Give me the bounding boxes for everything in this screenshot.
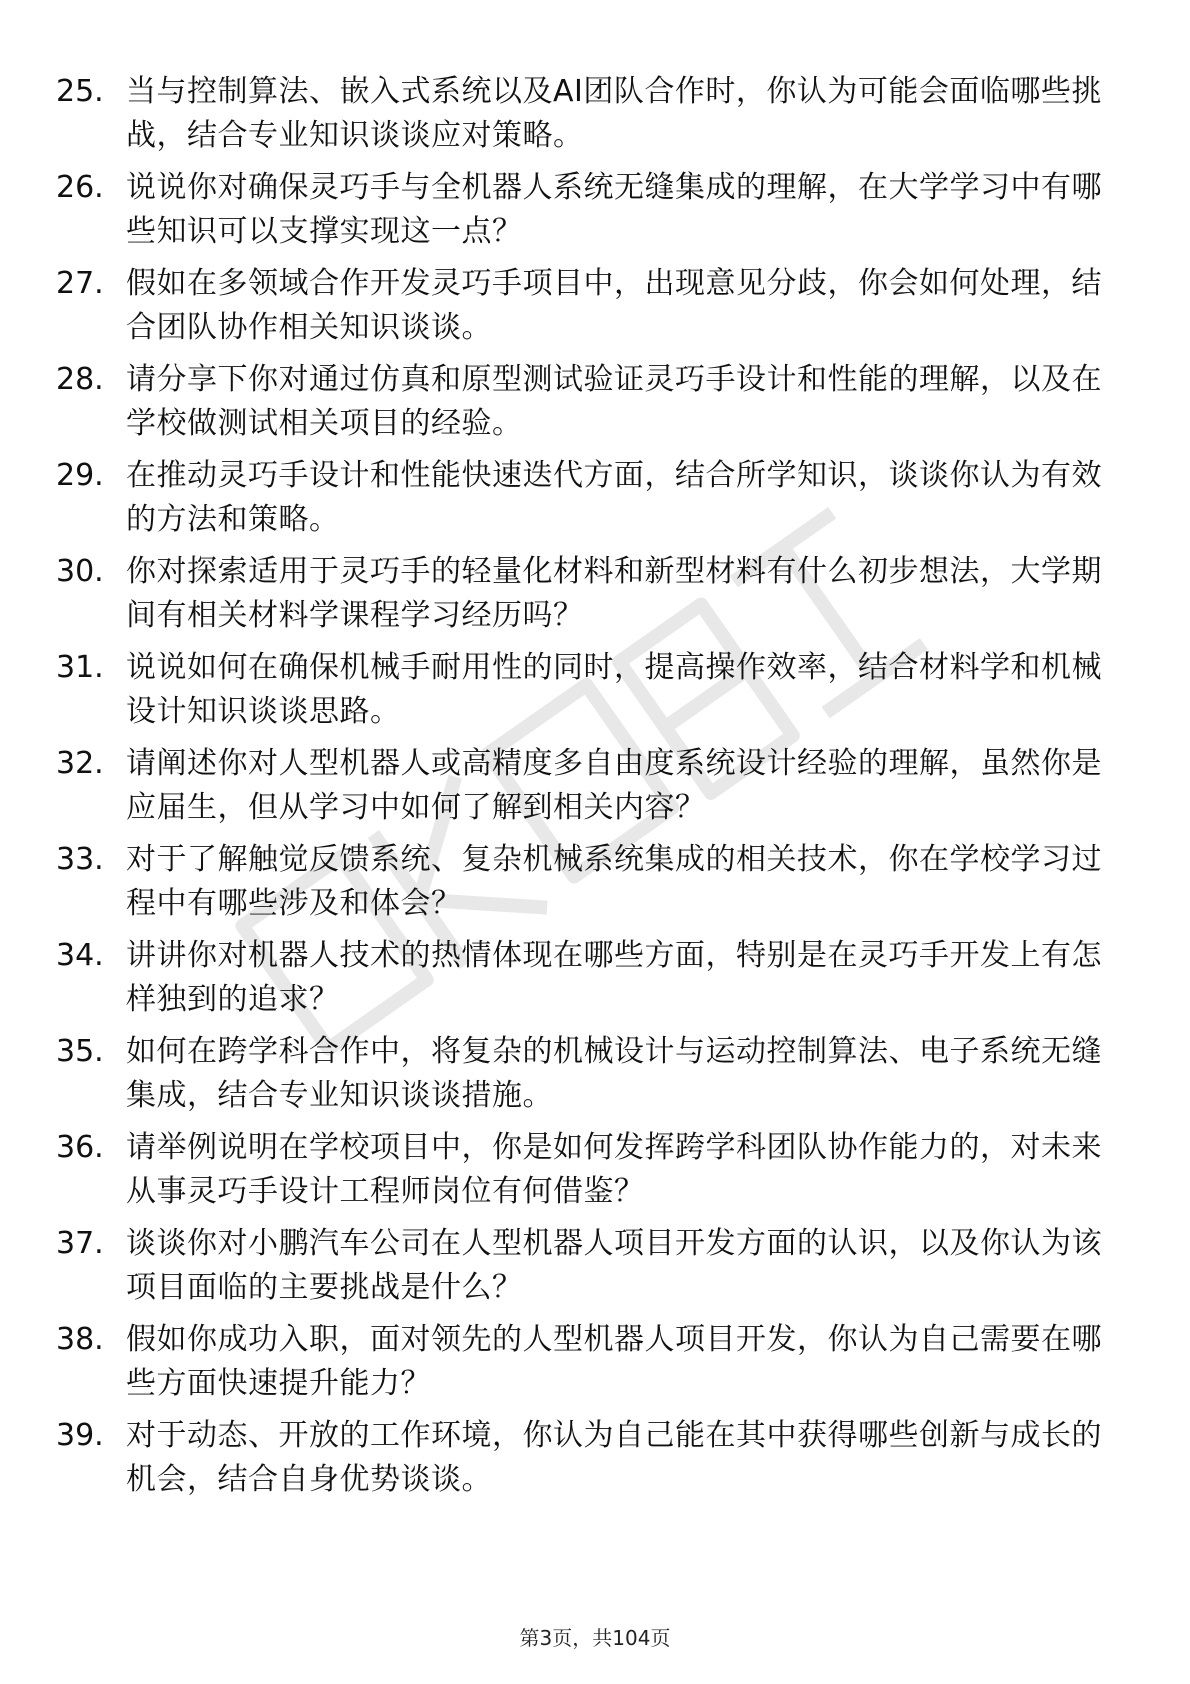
question-number: 29. bbox=[56, 458, 104, 493]
question-text: 讲讲你对机器人技术的热情体现在哪些方面，特别是在灵巧手开发上有怎样独到的追求？ bbox=[126, 938, 1102, 1017]
question-text: 如何在跨学科合作中，将复杂的机械设计与运动控制算法、电子系统无缝集成，结合专业知识谈谈措施。 bbox=[126, 1034, 1102, 1113]
page-footer: 第3页，共104页 bbox=[519, 1626, 671, 1650]
list-item bbox=[56, 262, 1116, 358]
question-text: 说说你对确保灵巧手与全机器人系统无缝集成的理解，在大学学习中有哪些知识可以支撑实现这一点？ bbox=[126, 170, 1102, 249]
question-text: 说说如何在确保机械手耐用性的同时，提高操作效率，结合材料学和机械设计知识谈谈思路。 bbox=[126, 650, 1102, 729]
question-text: 对于了解触觉反馈系统、复杂机械系统集成的相关技术，你在学校学习过程中有哪些涉及和体会？ bbox=[126, 842, 1102, 921]
question-text: 请分享下你对通过仿真和原型测试验证灵巧手设计和性能的理解，以及在学校做测试相关项目的经验。 bbox=[126, 362, 1102, 441]
question-text: 在推动灵巧手设计和性能快速迭代方面，结合所学知识，谈谈你认为有效的方法和策略。 bbox=[126, 458, 1102, 537]
question-number: 34. bbox=[56, 938, 104, 973]
question-text: 当与控制算法、嵌入式系统以及AI团队合作时，你认为可能会面临哪些挑战，结合专业知识谈谈应对策略。 bbox=[126, 74, 1102, 153]
question-number: 36. bbox=[56, 1130, 104, 1165]
question-text: 请阐述你对人型机器人或高精度多自由度系统设计经验的理解，虽然你是应届生，但从学习中如何了解到相关内容？ bbox=[126, 746, 1102, 825]
list-item bbox=[56, 1030, 1116, 1126]
question-number: 37. bbox=[56, 1226, 104, 1261]
question-number: 38. bbox=[56, 1322, 104, 1357]
question-number: 32. bbox=[56, 746, 104, 781]
question-number: 35. bbox=[56, 1034, 104, 1069]
question-list bbox=[56, 70, 1116, 1510]
list-item bbox=[56, 166, 1116, 262]
list-item bbox=[56, 1126, 1116, 1222]
question-number: 27. bbox=[56, 266, 104, 301]
list-item bbox=[56, 70, 1116, 166]
question-text: 你对探索适用于灵巧手的轻量化材料和新型材料有什么初步想法，大学期间有相关材料学课程学习经历吗？ bbox=[126, 554, 1102, 633]
question-number: 28. bbox=[56, 362, 104, 397]
list-item bbox=[56, 838, 1116, 934]
list-item bbox=[56, 550, 1116, 646]
question-text: 对于动态、开放的工作环境，你认为自己能在其中获得哪些创新与成长的机会，结合自身优势谈谈。 bbox=[126, 1418, 1102, 1497]
list-item bbox=[56, 1222, 1116, 1318]
list-item bbox=[56, 934, 1116, 1030]
question-number: 30. bbox=[56, 554, 104, 589]
list-item bbox=[56, 646, 1116, 742]
question-number: 25. bbox=[56, 74, 104, 109]
list-item bbox=[56, 742, 1116, 838]
question-number: 31. bbox=[56, 650, 104, 685]
list-item bbox=[56, 1414, 1116, 1510]
list-item bbox=[56, 454, 1116, 550]
question-number: 39. bbox=[56, 1418, 104, 1453]
question-text: 谈谈你对小鹏汽车公司在人型机器人项目开发方面的认识，以及你认为该项目面临的主要挑战是什么？ bbox=[126, 1226, 1102, 1305]
question-text: 请举例说明在学校项目中，你是如何发挥跨学科团队协作能力的，对未来从事灵巧手设计工程师岗位有何借鉴？ bbox=[126, 1130, 1102, 1209]
question-text: 假如你成功入职，面对领先的人型机器人项目开发，你认为自己需要在哪些方面快速提升能力？ bbox=[126, 1322, 1102, 1401]
question-text: 假如在多领域合作开发灵巧手项目中，出现意见分歧，你会如何处理，结合团队协作相关知识谈谈。 bbox=[126, 266, 1102, 345]
question-number: 33. bbox=[56, 842, 104, 877]
list-item bbox=[56, 1318, 1116, 1414]
list-item bbox=[56, 358, 1116, 454]
question-number: 26. bbox=[56, 170, 104, 205]
